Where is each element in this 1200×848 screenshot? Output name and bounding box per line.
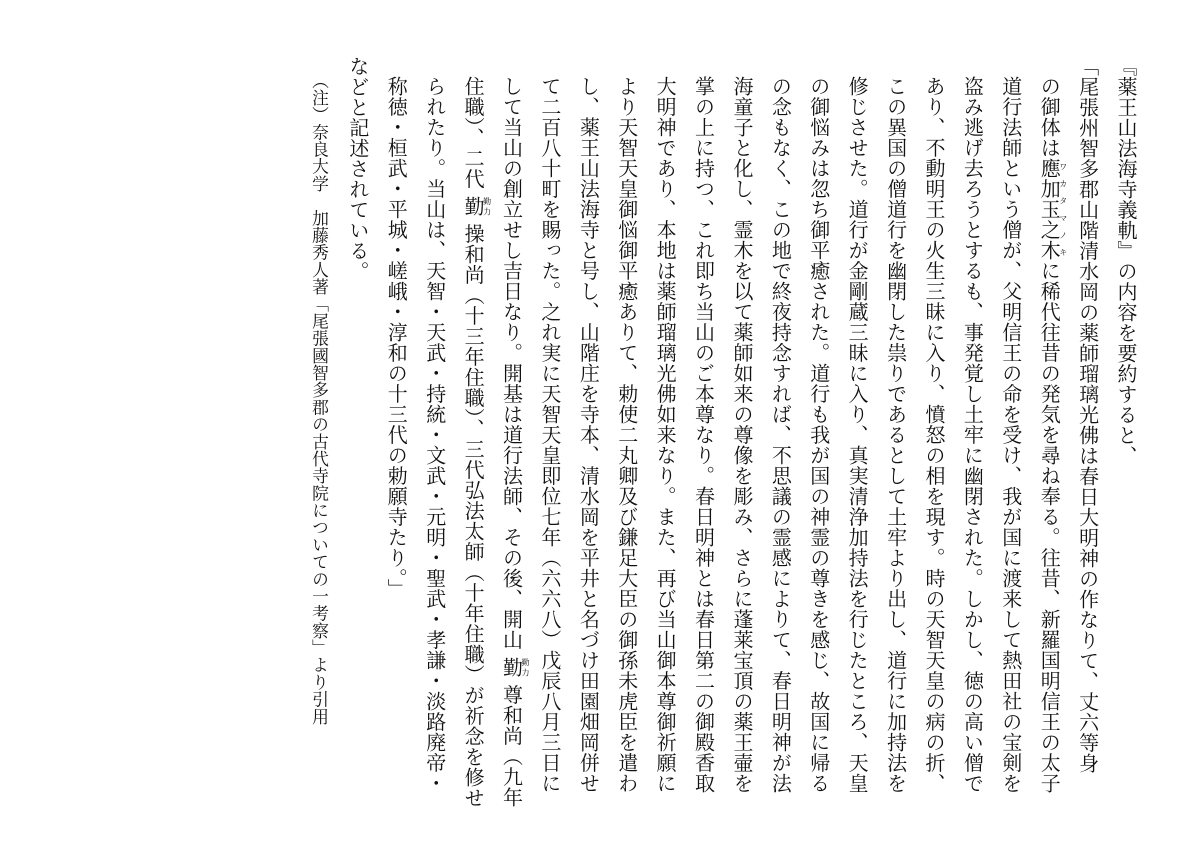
ruby-base: 勤 bbox=[461, 195, 486, 217]
text-line-18-suffix: 操和尚（十三年住職）、三代弘法太師（十年住職）が祈念を修せ bbox=[461, 216, 486, 808]
text-line-2: 「尾張州智多郡山階清水岡の薬師瑠璃光佛は春日大明神の作なりて、丈六等身 bbox=[1075, 56, 1100, 774]
text-line-17-suffix: 尊和尚（九年 bbox=[499, 677, 524, 808]
ruby-reading: 勤力 bbox=[482, 195, 492, 217]
vertical-text-block bbox=[300, 56, 1145, 816]
text-line-3 bbox=[1030, 56, 1068, 816]
text-line-1: 『薬王山法海寺義軌』の内容を要約すると、 bbox=[1114, 56, 1138, 466]
text-line-17-prefix: して当山の創立せし吉日なり。開基は道行法師、その後、開山 bbox=[499, 76, 524, 657]
text-line-13: 大明神であり、本地は薬師瑠璃光佛如来なり。また、再び当山御本尊御祈願に bbox=[653, 76, 678, 794]
text-line-21: などと記述されている。 bbox=[345, 56, 370, 282]
ruby-reading: 勤力 bbox=[521, 656, 530, 678]
text-line-17 bbox=[492, 56, 530, 816]
ruby-kinryoku-1 bbox=[499, 656, 530, 678]
text-line-10: の念もなく、この地で終夜持念すれば、不思議の霊感によりて、春日明神が法 bbox=[768, 76, 793, 794]
text-line-6: あり、不動明王の火生三昧に入り、憤怒の相を現す。時の天智天皇の病の折、 bbox=[921, 76, 946, 794]
text-line-19: られたり。当山は、天智・天武・持統・文武・元明・聖武・孝謙・淡路廃帝・ bbox=[422, 76, 447, 794]
text-line-15: し、薬王山法海寺と号し、山階庄を寺本、清水岡を平井と名づけ田園畑岡併せ bbox=[576, 76, 601, 794]
text-line-7: この異国の僧道行を幽閉した祟りであるとして土牢より出し、道行に加持法を bbox=[883, 76, 908, 794]
ruby-kinryoku-2 bbox=[461, 195, 492, 217]
text-line-4: 道行法師という僧が、父明信王の命を受け、我が国に渡来して熱田社の宝剣を bbox=[998, 76, 1023, 794]
text-line-18 bbox=[454, 56, 492, 816]
text-line-16: て二百八十町を賜った。之れ実に天智天皇即位七年（六六八）戊辰八月三日に bbox=[537, 76, 562, 794]
text-line-9: の御悩みは忽ち御平癒された。道行も我が国の神霊の尊きを感じ、故国に帰る bbox=[806, 76, 831, 794]
text-line-5: 盗み逃げ去ろうとするも、事発覚し土牢に幽閉された。しかし、徳の高い僧で bbox=[960, 76, 985, 794]
text-line-3-prefix: の御体は bbox=[1037, 76, 1062, 158]
text-line-8: 修じさせた。道行が金剛蔵三昧に入り、真実清浄加持法を行じたところ、天皇 bbox=[845, 76, 870, 794]
text-line-18-prefix: 住職）、二代 bbox=[461, 76, 486, 196]
text-line-14: より天智天皇御悩御平癒ありて、勅使二丸卿及び鎌足大臣の御孫未虎臣を遣わ bbox=[614, 76, 639, 794]
text-line-3-suffix: に稀代往昔の発気を尋ね奉る。往昔、新羅国明信王の太子 bbox=[1037, 260, 1062, 794]
text-line-12: 掌の上に持つ、これ即ち当山のご本尊なり。春日明神とは春日第二の御殿香取 bbox=[691, 76, 716, 794]
ruby-wakatamanoki bbox=[1037, 158, 1068, 261]
text-line-11: 海童子と化し、霊木を以て薬師如来の尊像を彫み、さらに蓬莱宝頂の薬王壷を bbox=[729, 76, 754, 794]
source-note: （注）奈良大学 加藤秀人著「尾張國智多郡の古代寺院についての一考察」より引用 bbox=[309, 72, 330, 726]
ruby-base: 勤 bbox=[499, 656, 524, 678]
ruby-reading: ワカタマノキ bbox=[1058, 158, 1068, 261]
ruby-base: 應加玉之木 bbox=[1037, 158, 1062, 261]
text-line-20: 称徳・桓武・平城・嵯峨・淳和の十三代の勅願寺たり。」 bbox=[384, 76, 409, 599]
